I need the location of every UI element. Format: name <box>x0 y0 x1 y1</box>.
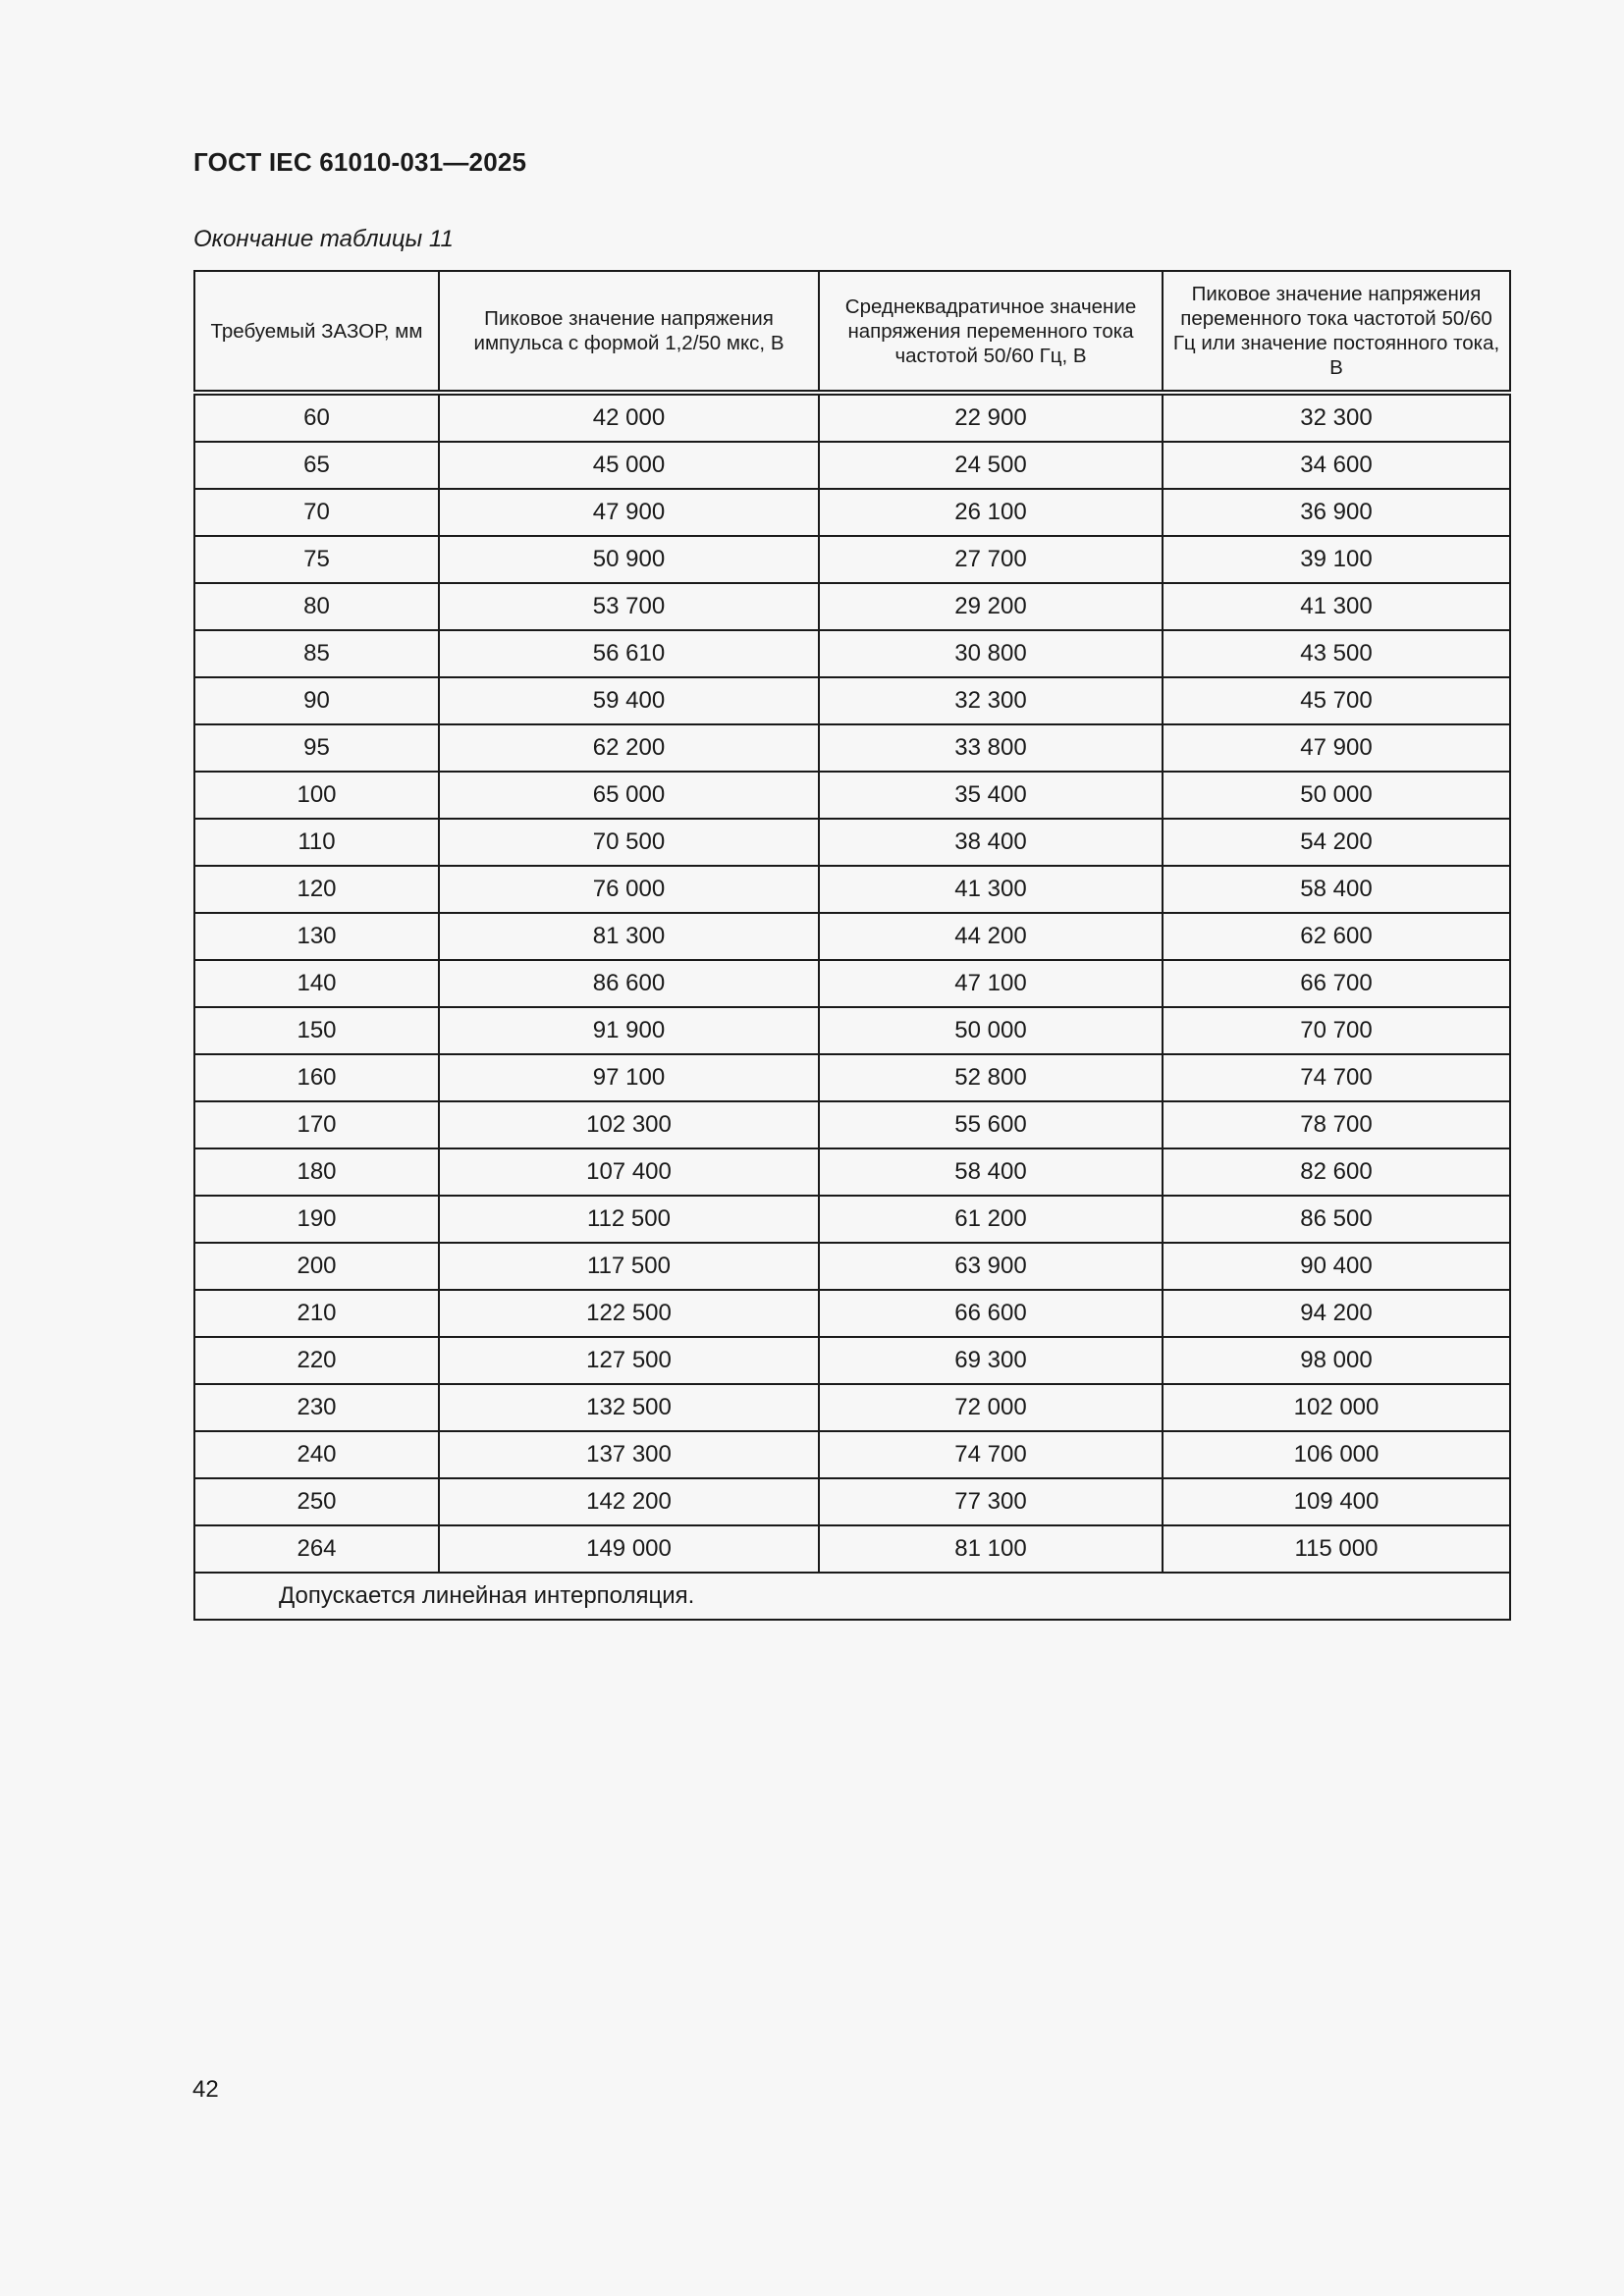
column-header-ac-peak-dc: Пиковое значение напряжения переменного тока частотой 50/60 Гц или значение постоянного тока, В <box>1163 271 1510 393</box>
table-caption: Окончание таблицы 11 <box>193 226 454 252</box>
cell-ac-rms: 77 300 <box>819 1478 1163 1525</box>
cell-clearance: 120 <box>194 866 439 913</box>
cell-ac-rms: 55 600 <box>819 1101 1163 1148</box>
cell-ac-peak-dc: 98 000 <box>1163 1337 1510 1384</box>
cell-clearance: 190 <box>194 1196 439 1243</box>
table-row <box>194 772 1510 819</box>
cell-ac-rms: 27 700 <box>819 536 1163 583</box>
cell-impulse-peak: 149 000 <box>439 1525 819 1573</box>
cell-clearance: 230 <box>194 1384 439 1431</box>
cell-ac-peak-dc: 45 700 <box>1163 677 1510 724</box>
table-row <box>194 1290 1510 1337</box>
cell-ac-peak-dc: 41 300 <box>1163 583 1510 630</box>
cell-clearance: 75 <box>194 536 439 583</box>
column-header-clearance: Требуемый ЗАЗОР, мм <box>194 271 439 393</box>
cell-ac-peak-dc: 43 500 <box>1163 630 1510 677</box>
cell-impulse-peak: 50 900 <box>439 536 819 583</box>
cell-impulse-peak: 76 000 <box>439 866 819 913</box>
cell-ac-rms: 38 400 <box>819 819 1163 866</box>
cell-ac-rms: 33 800 <box>819 724 1163 772</box>
cell-impulse-peak: 107 400 <box>439 1148 819 1196</box>
cell-impulse-peak: 53 700 <box>439 583 819 630</box>
cell-ac-rms: 50 000 <box>819 1007 1163 1054</box>
cell-ac-peak-dc: 50 000 <box>1163 772 1510 819</box>
cell-ac-peak-dc: 32 300 <box>1163 393 1510 442</box>
cell-ac-peak-dc: 90 400 <box>1163 1243 1510 1290</box>
column-header-ac-rms: Среднеквадратичное значение напряжения переменного тока частотой 50/60 Гц, В <box>819 271 1163 393</box>
cell-ac-peak-dc: 54 200 <box>1163 819 1510 866</box>
cell-ac-rms: 72 000 <box>819 1384 1163 1431</box>
cell-ac-peak-dc: 39 100 <box>1163 536 1510 583</box>
cell-clearance: 150 <box>194 1007 439 1054</box>
table-row <box>194 1054 1510 1101</box>
cell-ac-rms: 58 400 <box>819 1148 1163 1196</box>
cell-clearance: 130 <box>194 913 439 960</box>
table-row <box>194 1431 1510 1478</box>
cell-impulse-peak: 65 000 <box>439 772 819 819</box>
cell-ac-rms: 69 300 <box>819 1337 1163 1384</box>
table-row <box>194 960 1510 1007</box>
cell-ac-peak-dc: 115 000 <box>1163 1525 1510 1573</box>
cell-impulse-peak: 91 900 <box>439 1007 819 1054</box>
cell-ac-rms: 81 100 <box>819 1525 1163 1573</box>
table-note: Допускается линейная интерполяция. <box>194 1573 1510 1620</box>
cell-impulse-peak: 59 400 <box>439 677 819 724</box>
cell-ac-rms: 61 200 <box>819 1196 1163 1243</box>
cell-clearance: 240 <box>194 1431 439 1478</box>
cell-impulse-peak: 117 500 <box>439 1243 819 1290</box>
cell-ac-rms: 47 100 <box>819 960 1163 1007</box>
table-row <box>194 536 1510 583</box>
cell-ac-rms: 74 700 <box>819 1431 1163 1478</box>
table-header-row <box>194 271 1510 393</box>
cell-ac-peak-dc: 70 700 <box>1163 1007 1510 1054</box>
cell-ac-peak-dc: 34 600 <box>1163 442 1510 489</box>
cell-impulse-peak: 132 500 <box>439 1384 819 1431</box>
cell-impulse-peak: 122 500 <box>439 1290 819 1337</box>
cell-ac-rms: 63 900 <box>819 1243 1163 1290</box>
cell-impulse-peak: 127 500 <box>439 1337 819 1384</box>
table-row <box>194 489 1510 536</box>
cell-ac-rms: 44 200 <box>819 913 1163 960</box>
cell-ac-peak-dc: 86 500 <box>1163 1196 1510 1243</box>
cell-impulse-peak: 81 300 <box>439 913 819 960</box>
cell-ac-rms: 30 800 <box>819 630 1163 677</box>
cell-impulse-peak: 47 900 <box>439 489 819 536</box>
data-table <box>193 270 1511 1621</box>
cell-ac-peak-dc: 36 900 <box>1163 489 1510 536</box>
table-row <box>194 1196 1510 1243</box>
document-header: ГОСТ IEC 61010-031—2025 <box>193 147 527 177</box>
cell-clearance: 95 <box>194 724 439 772</box>
table-row <box>194 1337 1510 1384</box>
cell-clearance: 65 <box>194 442 439 489</box>
cell-impulse-peak: 112 500 <box>439 1196 819 1243</box>
page-number: 42 <box>192 2076 219 2103</box>
cell-ac-peak-dc: 78 700 <box>1163 1101 1510 1148</box>
cell-impulse-peak: 142 200 <box>439 1478 819 1525</box>
table-row <box>194 1101 1510 1148</box>
cell-impulse-peak: 42 000 <box>439 393 819 442</box>
cell-ac-rms: 32 300 <box>819 677 1163 724</box>
cell-ac-rms: 22 900 <box>819 393 1163 442</box>
cell-impulse-peak: 97 100 <box>439 1054 819 1101</box>
cell-ac-rms: 24 500 <box>819 442 1163 489</box>
table-row <box>194 393 1510 442</box>
table-row <box>194 866 1510 913</box>
table-row <box>194 1148 1510 1196</box>
cell-ac-peak-dc: 106 000 <box>1163 1431 1510 1478</box>
cell-ac-rms: 52 800 <box>819 1054 1163 1101</box>
cell-ac-peak-dc: 94 200 <box>1163 1290 1510 1337</box>
cell-clearance: 160 <box>194 1054 439 1101</box>
cell-clearance: 210 <box>194 1290 439 1337</box>
cell-impulse-peak: 56 610 <box>439 630 819 677</box>
cell-clearance: 85 <box>194 630 439 677</box>
table-row <box>194 1243 1510 1290</box>
table-note-row <box>194 1573 1510 1620</box>
cell-ac-peak-dc: 47 900 <box>1163 724 1510 772</box>
cell-ac-peak-dc: 82 600 <box>1163 1148 1510 1196</box>
cell-clearance: 170 <box>194 1101 439 1148</box>
table-row <box>194 630 1510 677</box>
cell-ac-rms: 66 600 <box>819 1290 1163 1337</box>
cell-ac-peak-dc: 62 600 <box>1163 913 1510 960</box>
table-row <box>194 819 1510 866</box>
table-row <box>194 724 1510 772</box>
table-row <box>194 442 1510 489</box>
cell-ac-peak-dc: 66 700 <box>1163 960 1510 1007</box>
cell-clearance: 100 <box>194 772 439 819</box>
cell-clearance: 250 <box>194 1478 439 1525</box>
cell-ac-peak-dc: 58 400 <box>1163 866 1510 913</box>
cell-clearance: 110 <box>194 819 439 866</box>
table-body <box>194 393 1510 1573</box>
table-container <box>193 270 1509 1621</box>
table-row <box>194 1007 1510 1054</box>
table-row <box>194 1478 1510 1525</box>
cell-ac-peak-dc: 109 400 <box>1163 1478 1510 1525</box>
cell-ac-peak-dc: 102 000 <box>1163 1384 1510 1431</box>
cell-ac-rms: 41 300 <box>819 866 1163 913</box>
cell-ac-rms: 29 200 <box>819 583 1163 630</box>
cell-clearance: 60 <box>194 393 439 442</box>
cell-ac-rms: 26 100 <box>819 489 1163 536</box>
cell-clearance: 220 <box>194 1337 439 1384</box>
cell-impulse-peak: 45 000 <box>439 442 819 489</box>
table-row <box>194 677 1510 724</box>
cell-clearance: 200 <box>194 1243 439 1290</box>
cell-clearance: 140 <box>194 960 439 1007</box>
cell-ac-rms: 35 400 <box>819 772 1163 819</box>
cell-clearance: 70 <box>194 489 439 536</box>
cell-clearance: 180 <box>194 1148 439 1196</box>
cell-clearance: 80 <box>194 583 439 630</box>
table-row <box>194 1384 1510 1431</box>
cell-impulse-peak: 86 600 <box>439 960 819 1007</box>
column-header-impulse-peak: Пиковое значение напряжения импульса с формой 1,2/50 мкс, В <box>439 271 819 393</box>
table-row <box>194 1525 1510 1573</box>
cell-clearance: 264 <box>194 1525 439 1573</box>
table-row <box>194 913 1510 960</box>
cell-impulse-peak: 62 200 <box>439 724 819 772</box>
cell-impulse-peak: 70 500 <box>439 819 819 866</box>
cell-ac-peak-dc: 74 700 <box>1163 1054 1510 1101</box>
cell-clearance: 90 <box>194 677 439 724</box>
table-row <box>194 583 1510 630</box>
cell-impulse-peak: 137 300 <box>439 1431 819 1478</box>
cell-impulse-peak: 102 300 <box>439 1101 819 1148</box>
